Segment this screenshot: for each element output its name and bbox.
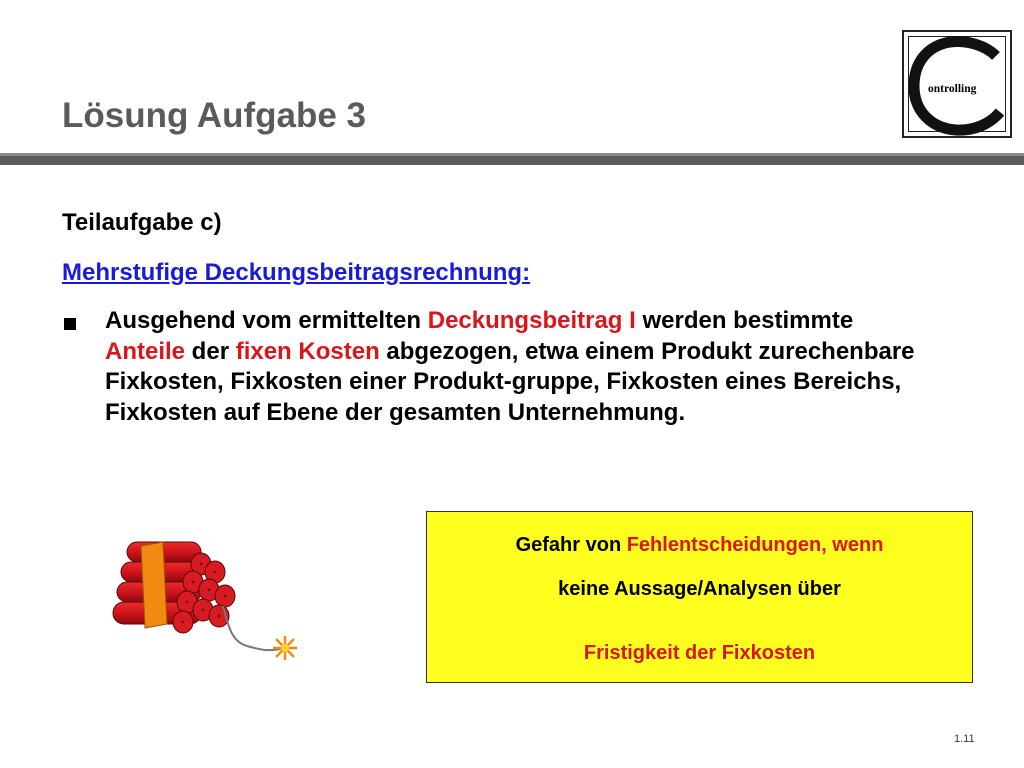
bullet-square-icon — [64, 318, 76, 330]
bullet-highlight-anteile: Anteile — [105, 337, 186, 365]
bullet-highlight-fixe-kosten: fixen Kosten — [235, 337, 380, 365]
title-divider — [0, 153, 1024, 165]
warning-box — [426, 511, 973, 683]
dynamite-icon — [105, 530, 305, 670]
bullet-highlight-deckungsbeitrag: Deckungsbeitrag I — [427, 307, 636, 334]
bullet-segment: Ausgehend vom ermittelten — [105, 307, 428, 334]
bullet-segment: abgezogen, etwa einem Produkt zurechenbare Fixkosten, Fixkosten einer Produkt-gruppe, Fixkosten eines Bereichs, Fixkosten auf Ebene der gesamten Unternehmung. — [105, 337, 915, 426]
subheading: Teilaufgabe c) — [62, 209, 222, 236]
warning-line-3: Fristigkeit der Fixkosten — [583, 642, 816, 664]
warning-line-2: keine Aussage/Analysen über — [558, 578, 841, 600]
slide-title: Lösung Aufgabe 3 — [62, 96, 366, 135]
page-number: 1.11 — [954, 733, 975, 745]
controlling-logo — [902, 30, 1012, 138]
bullet-segment: werden bestimmte — [635, 307, 854, 334]
bullet-segment: der — [185, 337, 236, 365]
warning-line-1: Gefahr von Fehlentscheidungen, wenn — [515, 534, 884, 556]
controlling-c-icon — [904, 32, 1014, 140]
section-link[interactable]: Mehrstufige Deckungsbeitragsrechnung: — [62, 259, 531, 286]
logo-text: ontrolling — [928, 83, 977, 95]
bullet-text — [105, 306, 925, 428]
